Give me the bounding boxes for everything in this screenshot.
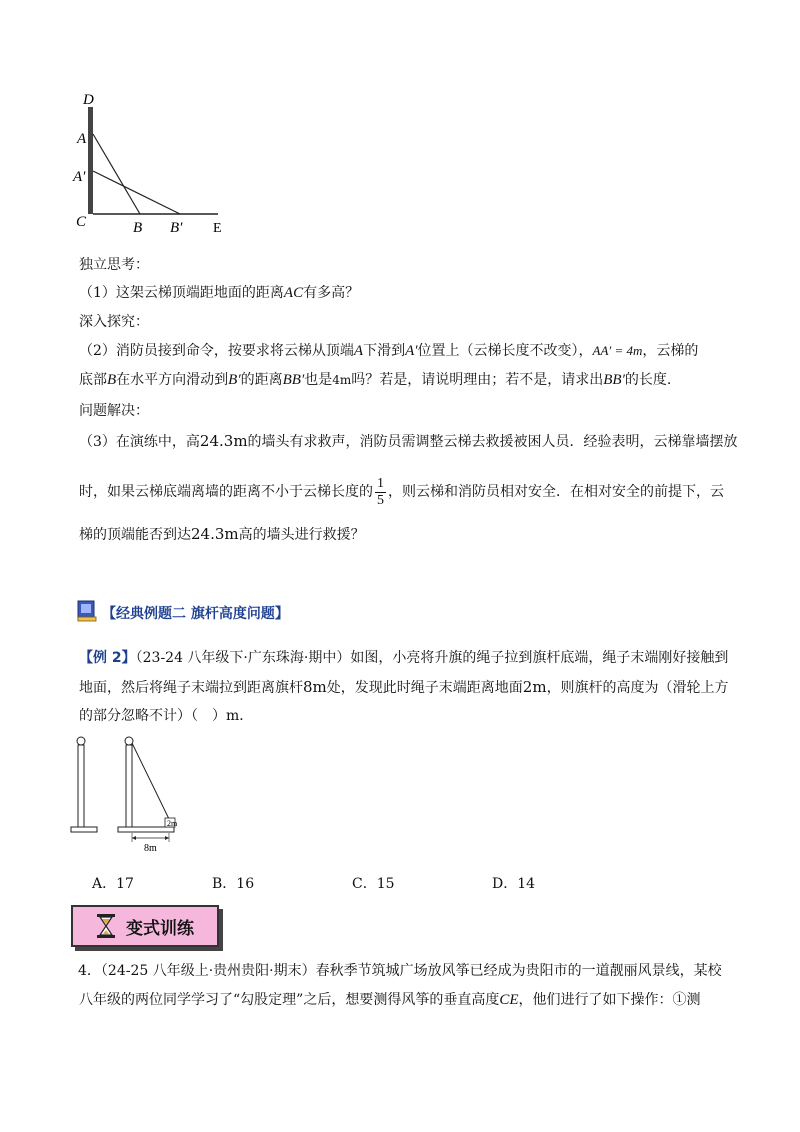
label-D: D <box>83 92 94 108</box>
ladder-figure <box>70 90 240 240</box>
badge-label: 变式训练 <box>126 918 194 939</box>
label-2m: 2m <box>167 819 178 828</box>
question-4-line2: 八年级的两位同学学习了“勾股定理”之后，想要测得风筝的垂直高度CE，他们进行了如下操作：①测 <box>79 992 701 1008</box>
option-b[interactable]: B．16 <box>212 876 255 892</box>
label-E: E <box>213 221 222 236</box>
option-a[interactable]: A．17 <box>92 876 134 892</box>
example-2-line1: 【例 2】（23-24 八年级下·广东珠海·期中）如图，小亮将升旗的绳子拉到旗杆底端，绳子末端刚好接触到 <box>79 650 729 666</box>
hourglass-icon <box>96 913 116 939</box>
variant-training-badge <box>71 905 219 947</box>
question-3-line2: 时，如果云梯底端离墙的距离不小于云梯长度的 $\frac{1}{5}$ ，则云梯和消防员相对安全．在相对安全的前提下，云 <box>79 475 724 508</box>
flagpole-figure <box>66 733 196 855</box>
example-2-line2: 地面，然后将绳子末端拉到距离旗杆8m处，发现此时绳子末端距离地面2m，则旗杆的高度为（滑轮上方 <box>79 678 729 696</box>
label-A-prime: A′ <box>73 169 86 185</box>
book-icon <box>76 599 98 623</box>
example-2-line3: 的部分忽略不计）（ ）m． <box>79 708 254 724</box>
option-c[interactable]: C．15 <box>352 876 395 892</box>
question-2-line1: （2）消防员接到命令，按要求将云梯从顶端A下滑到A′位置上（云梯长度不改变），AA′ = 4m，云梯的 <box>79 343 699 359</box>
section-solve: 问题解决： <box>79 403 149 419</box>
label-C: C <box>76 214 87 230</box>
label-B-prime: B′ <box>170 220 183 236</box>
question-2-line2: 底部B在水平方向滑动到B′的距离BB′也是4m吗？若是，请说明理由；若不是，请求出BB′的长度. <box>79 372 672 388</box>
label-A: A <box>77 131 87 147</box>
wall <box>88 107 93 214</box>
section-explore: 深入探究： <box>79 314 149 330</box>
fraction-one-fifth: $\frac{1}{5}$ <box>377 475 384 508</box>
section-heading: 【经典例题二 旗杆高度问题】 <box>102 606 289 622</box>
question-1: （1）这架云梯顶端距地面的距离AC有多高？ <box>79 285 360 301</box>
label-B: B <box>133 220 143 236</box>
example-tag: 【例 2】 <box>79 650 136 666</box>
label-8m: 8m <box>144 843 157 854</box>
section-independent: 独立思考： <box>79 257 149 273</box>
question-3-line1: （3）在演练中，高24.3m的墙头有求救声，消防员需调整云梯去救援被困人员．经验表明，云梯靠墙摆放 <box>79 432 738 450</box>
option-d[interactable]: D．14 <box>492 876 536 892</box>
question-4-line1: 4．（24-25 八年级上·贵州贵阳·期末）春秋季节筑城广场放风筝已经成为贵阳市的一道靓丽风景线，某校 <box>78 963 722 979</box>
question-3-line3: 梯的顶端能否到达24.3m高的墙头进行救援？ <box>79 525 365 543</box>
